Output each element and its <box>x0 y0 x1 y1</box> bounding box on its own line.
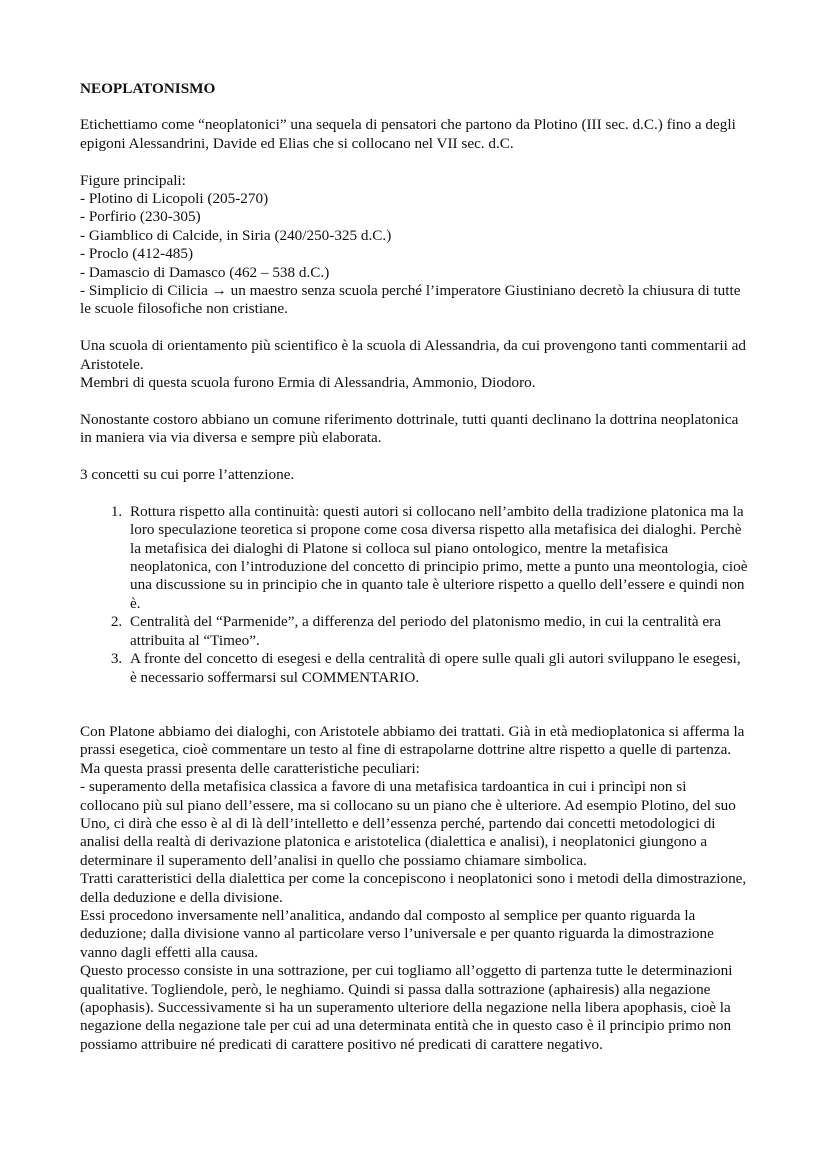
commentary-paragraph: Essi procedono inversamente nell’analitica, andando dal composto al semplice per quanto riguarda la deduzione; dalla divisione vanno al particolare verso l’universale e per quanto riguarda la dimostrazione vanno dagli effetti alla causa. <box>80 906 714 961</box>
document-page <box>80 80 748 1054</box>
alexandria-members: Membri di questa scuola furono Ermia di Alessandria, Ammonio, Diodoro. <box>80 374 536 392</box>
commentary-paragraph: - superamento della metafisica classica a favore di una metafisica tardoantica in cui i princìpi non si collocano più sul piano dell’essere, ma si collocano su un piano che è ulteriore. Ad esempio Plotino, del suo Uno, ci dirà che esso è al di là dell’intelletto e dell’essenza perché, partendo dai concetti metodologici di analisi della realtà di derivazione platonica e aristotelica (dialettica e analisi), i neoplatonici giungono a determinare il superamento dell’analisi in quello che possiamo chiamare simbolica. <box>80 778 736 869</box>
intro-paragraph: Etichettiamo come “neoplatonici” una sequela di pensatori che partono da Plotino (III sec. d.C.) fino a degli epigoni Alessandrini, Davide ed Elias che si collocano nel VII sec. d.C. <box>80 116 736 152</box>
figure-item: - Proclo (412-485) <box>80 245 194 263</box>
spacer <box>80 319 748 337</box>
figure-item: - Plotino di Licopoli (205-270) <box>80 190 269 208</box>
spacer <box>80 392 748 410</box>
concept-item: 2. Centralità del “Parmenide”, a differenza del periodo del platonismo medio, in cui la centralità era attribuita al “Timeo”. <box>126 613 748 650</box>
figure-item: - Damascio di Damasco (462 – 538 d.C.) <box>80 263 330 281</box>
commentary-paragraph: Con Platone abbiamo dei dialoghi, con Aristotele abbiamo dei trattati. Già in età medioplatonica si afferma la prassi esegetica, cioè commentare un testo al fine di estrapolarne dottrine altre rispetto a quelle di partenza. Ma questa prassi presenta delle caratteristiche peculiari: <box>80 722 745 777</box>
figures-list <box>80 190 748 319</box>
spacer <box>80 448 748 466</box>
alexandria-paragraph: Una scuola di orientamento più scientifico è la scuola di Alessandria, da cui provengono tanti commentarii ad Aristotele. <box>80 337 746 373</box>
commentary-paragraph: Tratti caratteristici della dialettica per come la concepiscono i neoplatonici sono i metodi della dimostrazione, della deduzione e della divisione. <box>80 870 747 906</box>
concepts-heading: 3 concetti su cui porre l’attenzione. <box>80 466 295 484</box>
spacer <box>80 687 748 723</box>
figure-item: - Simplicio di Cilicia → un maestro senza scuola perché l’imperatore Giustiniano decretò la chiusura di tutte le scuole filosofiche non cristiane. <box>80 282 741 318</box>
figure-item: - Giamblico di Calcide, in Siria (240/250-325 d.C.) <box>80 226 392 244</box>
figures-heading: Figure principali: <box>80 171 186 189</box>
spacer <box>80 484 748 502</box>
spacer <box>80 153 748 171</box>
concept-item: 1. Rottura rispetto alla continuità: questi autori si collocano nell’ambito della tradizione platonica ma la loro speculazione teoretica si propone come cosa diversa rispetto alla metafisica dei dialoghi. Perchè la metafisica dei dialoghi di Platone si colloca sul piano ontologico, mentre la metafisica neoplatonica, con l’introduzione del concetto di principio primo, mette a punto una meontologia, cioè una discussione su in principio che in quanto tale è ulteriore rispetto a quello dell’essere e quindi non è. <box>126 503 748 613</box>
commentary-paragraph: Questo processo consiste in una sottrazione, per cui togliamo all’oggetto di partenza tutte le determinazioni qualitative. Togliendole, però, le neghiamo. Quindi si passa dalla sottrazione (aphairesis) alla negazione (apophasis). Successivamente si ha un superamento ulteriore della negazione nella libera apophasis, cioè la negazione della negazione tale per cui ad una determinata entità che in questo caso è il principio primo non possiamo attribuire né predicati di carattere positivo né predicati di carattere negativo. <box>80 962 733 1053</box>
figure-item: - Porfirio (230-305) <box>80 208 201 226</box>
concepts-list <box>80 503 748 687</box>
document-title: NEOPLATONISMO <box>80 80 216 97</box>
doctrine-paragraph: Nonostante costoro abbiano un comune riferimento dottrinale, tutti quanti declinano la dottrina neoplatonica in maniera via via diversa e sempre più elaborata. <box>80 410 739 447</box>
concept-item: 3. A fronte del concetto di esegesi e della centralità di opere sulle quali gli autori sviluppano le esegesi, è necessario soffermarsi sul COMMENTARIO. <box>126 650 748 687</box>
